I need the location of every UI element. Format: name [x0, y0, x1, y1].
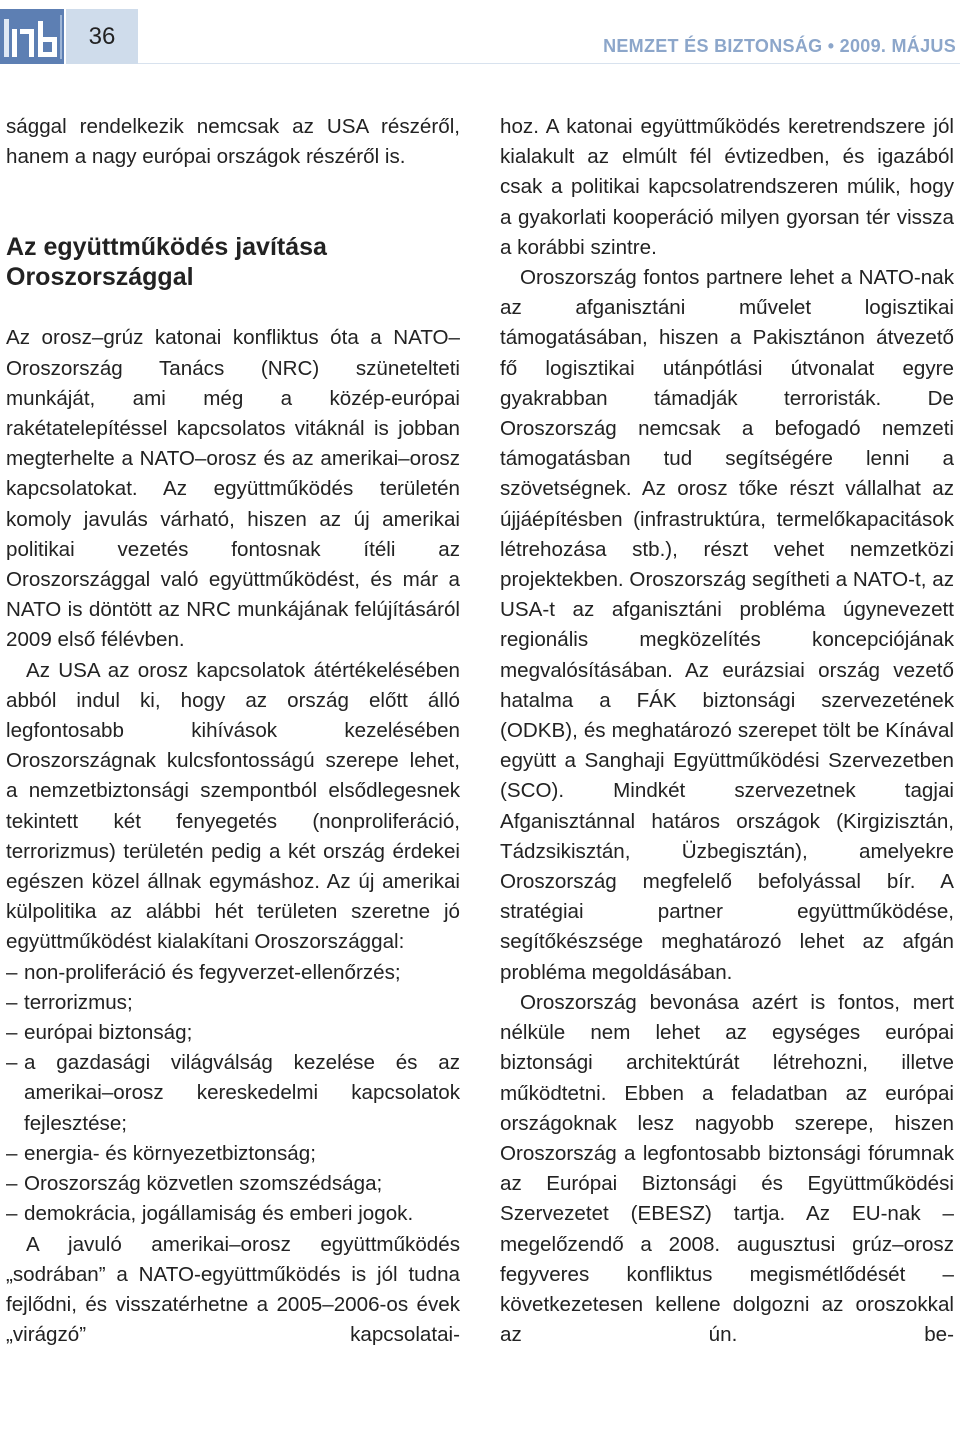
- heading-line-2: Oroszországgal: [6, 263, 194, 292]
- intro-paragraph: sággal rendelkezik nemcsak az USA részéről, hanem a nagy európai országok részéről is.: [6, 115, 460, 169]
- list-item: – energia- és környezetbiztonság;: [6, 1139, 460, 1169]
- left-column: [6, 112, 460, 1350]
- list-item: – a gazdasági világválság kezelése és az amerikai–orosz kereskedelmi kapcsolatok fejlesztése;: [6, 1048, 460, 1139]
- list-item: – terrorizmus;: [6, 988, 460, 1018]
- right-paragraph-3: Oroszország bevonása azért is fontos, mert nélküle nem lehet az egységes európai biztonsági architektúrát létrehozni, illetve működtetni. Ebben a feladatban az európai országoknak lesz nagyobb szerepe, hiszen Oroszország a legfontosabb biztonsági fórumnak az Európai Biztonsági és Együttműködési Szervezetet (EBESZ) tartja. Az EU-nak – megelőzendő a 2008. augusztusi grúz–orosz fegyveres konfliktus megismétlődését – következetesen kellene dolgozni az oroszokkal az ún. be-: [500, 990, 954, 1347]
- left-paragraph-2: Az USA az orosz kapcsolatok átértékelésében abból indul ki, hogy az ország előtt álló legfontosabb kihívások kezelésében Oroszországnak kulcsfontosságú szerepe lehet, a nemzetbiztonsági szempontból elsődlegesnek tekintett két fenyegetés (nonproliferáció, terrorizmus) területén pedig a két ország érdekei egészen közel állnak egymáshoz. Az új amerikai külpolitika az alábbi hét területen szeretne jó együttműködést kialakítani Oroszországgal:: [6, 658, 460, 954]
- cooperation-list: [6, 958, 460, 1230]
- right-paragraph-2: Oroszország fontos partnere lehet a NATO-nak az afganisztáni művelet logisztikai támogatásában, hiszen a Pakisztánon átvezető fő logisztikai utánpótlási útvonalat egyre gyakrabban támadják terroristák. De Oroszország nemcsak a befogadó nemzeti támogatásban tud segítségére lenni a szövetségnek. Az orosz tőke részt vállalhat az újjáépítésben (infrastruktúra, termelőkapacitások létrehozása stb.), részt vehet nemzetközi projektekben. Oroszország segítheti a NATO-t, az USA-t az afganisztáni probléma úgynevezett regionális megközelítés koncepciójának megvalósításában. Az eurázsiai ország vezető hatalma a FÁK biztonsági szervezetének (ODKB), és meghatározó szerepet tölt be Kínával együtt a Sanghaji Együttműködési Szervezetben (SCO). Mindkét szervezetnek tagjai Afganisztánnal határos országok (Kirgizisztán, Tádzsikisztán, Üzbegisztán), amelyekre Oroszország megfelelő befolyással bír. A stratégiai partner együttműködése, segítőkészsége meghatározó lehet az afgán probléma megoldásában.: [500, 266, 954, 984]
- page-header: [0, 0, 960, 64]
- heading-line-1: Az együttműködés javítása: [6, 233, 327, 262]
- list-item: – demokrácia, jogállamiság és emberi jogok.: [6, 1199, 460, 1229]
- section-spacer: [6, 172, 460, 232]
- left-paragraph-1: Az orosz–grúz katonai konfliktus óta a NATO–Oroszország Tanács (NRC) szünetelteti munkáját, ami még a közép-európai rakétatelepítéssel kapcsolatos vitáknál is jobban megterhelte a NATO–orosz és az amerikai–orosz kapcsolatokat. Az együttműködés területén komoly javulás várható, hiszen az új amerikai politikai vezetés fontosnak ítéli az Oroszországgal való együttműködést, és már a NATO is döntött az NRC munkájának felújításáról 2009 első félévben.: [6, 326, 460, 652]
- left-paragraph-3: A javuló amerikai–orosz együttműködés „sodrában” a NATO-együttműködés is jól tudna fejlődni, és visszatérhetne a 2005–2006-os évek „virágzó” kapcsolatai-: [6, 1232, 460, 1347]
- list-item: – Oroszország közvetlen szomszédsága;: [6, 1169, 460, 1199]
- heading-spacer: [6, 292, 460, 323]
- section-heading: [6, 232, 460, 292]
- list-item: – európai biztonság;: [6, 1018, 460, 1048]
- right-paragraph-1: hoz. A katonai együttműködés keretrendszere jól kialakult az elmúlt fél évtizedben, és igazából csak a politikai kapcsolatrendszeren múlik, hogy a gyakorlati kooperáció milyen gyorsan tér vissza a korábbi szintre.: [500, 115, 954, 259]
- publication-title: NEMZET ÉS BIZTONSÁG • 2009. MÁJUS: [603, 36, 956, 56]
- publication-logo: [0, 9, 64, 64]
- page-number: 36: [88, 23, 116, 50]
- logo-icon: [0, 9, 64, 64]
- right-column: [500, 112, 954, 1350]
- header-divider: [138, 63, 960, 64]
- list-item: – non-proliferáció és fegyverzet-ellenőrzés;: [6, 958, 460, 988]
